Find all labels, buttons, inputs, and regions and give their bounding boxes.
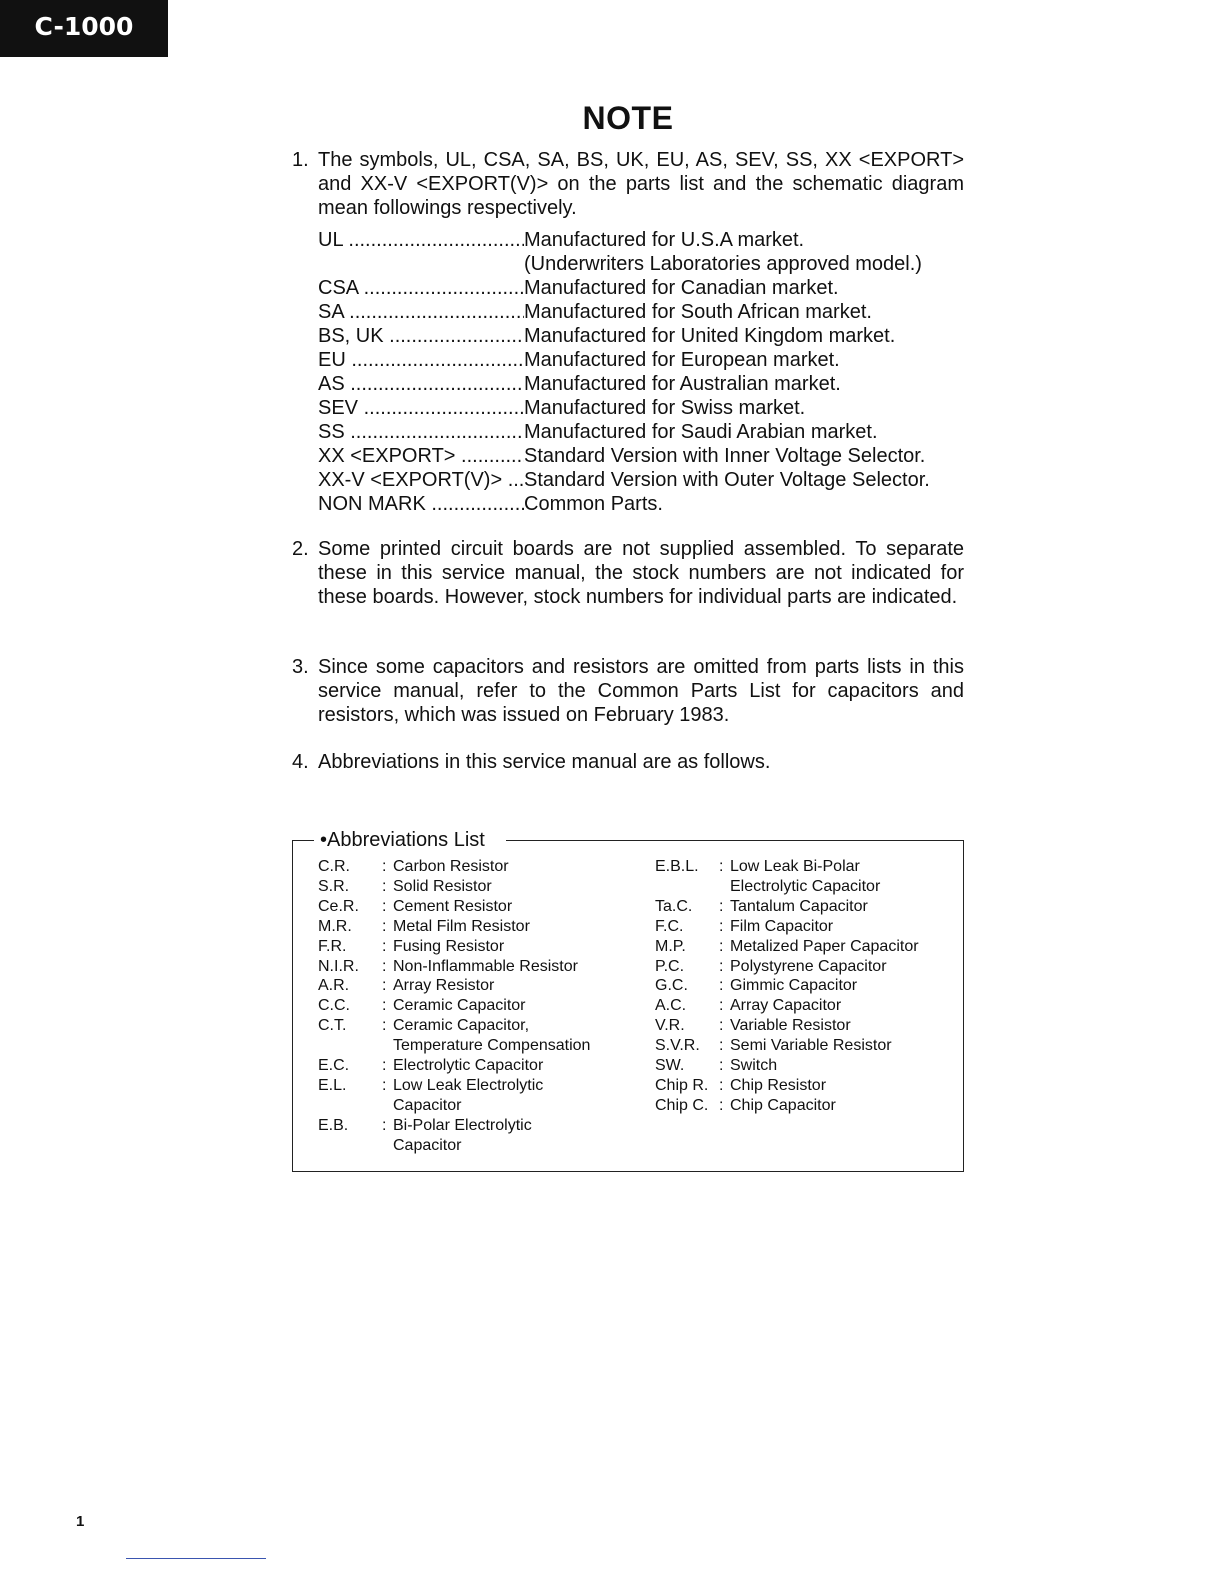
abbreviation-meaning: Variable Resistor bbox=[730, 1017, 851, 1035]
abbreviation-meaning: Chip Capacitor bbox=[730, 1096, 836, 1114]
abbreviation-separator: : bbox=[719, 937, 724, 955]
model-tab: C-1000 bbox=[0, 0, 168, 57]
abbreviation-code: Ta.C. bbox=[655, 897, 693, 915]
symbol-meaning: Manufactured for Australian market. bbox=[524, 372, 841, 395]
abbreviation-row bbox=[318, 1056, 638, 1076]
symbol-row bbox=[318, 492, 964, 516]
abbreviation-meaning: Non-Inflammable Resistor bbox=[393, 957, 578, 975]
abbreviation-meaning: Polystyrene Capacitor bbox=[730, 957, 887, 975]
abbreviation-separator: : bbox=[719, 897, 724, 915]
abbreviation-code: E.B. bbox=[318, 1116, 349, 1134]
abbreviation-code: C.R. bbox=[318, 858, 350, 875]
abbreviation-separator: : bbox=[382, 937, 387, 955]
abbreviation-row bbox=[318, 957, 638, 977]
page-number: 1 bbox=[76, 1513, 85, 1530]
symbol-row bbox=[318, 420, 964, 444]
note-number: 2. bbox=[292, 538, 309, 560]
abbreviation-code: N.I.R. bbox=[318, 957, 359, 975]
symbol-row bbox=[318, 396, 964, 420]
abbreviation-meaning: Gimmic Capacitor bbox=[730, 977, 858, 995]
abbreviation-row bbox=[318, 1116, 638, 1156]
abbreviation-row bbox=[655, 1056, 955, 1076]
abbreviation-meaning: Tantalum Capacitor bbox=[730, 897, 868, 915]
abbreviation-code: E.L. bbox=[318, 1076, 347, 1094]
abbreviation-row bbox=[318, 877, 638, 897]
abbreviation-meaning: Low Leak Electrolytic Capacitor bbox=[393, 1076, 544, 1114]
abbreviation-row bbox=[318, 857, 638, 877]
symbol-meaning: Manufactured for European market. bbox=[524, 348, 840, 371]
abbreviation-separator: : bbox=[382, 1076, 387, 1094]
abbreviation-code: S.R. bbox=[318, 877, 350, 895]
abbreviation-row bbox=[318, 976, 638, 996]
abbreviation-meaning: Metalized Paper Capacitor bbox=[730, 937, 919, 955]
abbreviation-separator: : bbox=[382, 1116, 387, 1134]
symbol-row bbox=[318, 372, 964, 396]
symbol-meaning: Standard Version with Outer Voltage Selector. bbox=[524, 468, 930, 491]
symbol-row bbox=[318, 468, 964, 492]
abbreviation-row bbox=[655, 976, 955, 996]
abbreviation-separator: : bbox=[719, 957, 724, 975]
note-number: 3. bbox=[292, 656, 309, 678]
note-text: Some printed circuit boards are not supplied assembled. To separate these in this service manual, the stock numbers are not indicated for these boards. However, stock numbers for individual parts are indicated. bbox=[318, 538, 964, 609]
abbreviation-meaning: Array Resistor bbox=[393, 977, 495, 995]
symbol-key: CSA ..... bbox=[318, 276, 524, 300]
abbreviation-row bbox=[655, 937, 955, 957]
abbreviation-meaning: Metal Film Resistor bbox=[393, 917, 530, 935]
abbreviation-row bbox=[655, 996, 955, 1016]
abbreviation-code: F.R. bbox=[318, 937, 347, 955]
abbreviation-separator: : bbox=[719, 858, 724, 875]
symbol-key: UL ..... bbox=[318, 228, 524, 276]
abbreviation-separator: : bbox=[382, 858, 387, 875]
abbreviation-code: M.P. bbox=[655, 937, 686, 955]
abbreviation-code: M.R. bbox=[318, 917, 352, 935]
symbol-meaning: Common Parts. bbox=[524, 492, 663, 515]
note-4 bbox=[292, 750, 964, 774]
abbreviation-row bbox=[655, 857, 955, 897]
abbreviation-meaning: Electrolytic Capacitor bbox=[393, 1057, 544, 1075]
abbreviation-row bbox=[318, 1076, 638, 1116]
abbreviation-meaning: Bi-Polar Electrolytic Capacitor bbox=[393, 1116, 532, 1154]
symbol-key: SEV ..... bbox=[318, 396, 524, 420]
abbreviation-code: SW. bbox=[655, 1057, 685, 1075]
abbreviation-code: A.C. bbox=[655, 997, 687, 1015]
abbreviation-row bbox=[655, 1096, 955, 1116]
symbol-meaning: Manufactured for Canadian market. bbox=[524, 276, 839, 299]
note-text: Since some capacitors and resistors are omitted from parts lists in this service manual, refer to the Common Parts List for capacitors and resistors, which was issued on February 1983. bbox=[318, 656, 964, 727]
symbol-row bbox=[318, 300, 964, 324]
symbol-meaning: Manufactured for South African market. bbox=[524, 300, 872, 323]
symbol-key: NON MARK ..... bbox=[318, 492, 524, 516]
abbreviation-code: P.C. bbox=[655, 957, 685, 975]
note-number: 4. bbox=[292, 751, 309, 773]
symbol-key: SA ..... bbox=[318, 300, 524, 324]
abbreviation-separator: : bbox=[382, 977, 387, 995]
symbol-row bbox=[318, 324, 964, 348]
note-3 bbox=[292, 655, 964, 728]
symbol-row bbox=[318, 348, 964, 372]
symbol-row bbox=[318, 228, 964, 276]
abbreviation-separator: : bbox=[382, 997, 387, 1015]
abbreviation-separator: : bbox=[719, 1096, 724, 1114]
abbreviation-row bbox=[655, 1076, 955, 1096]
note-1 bbox=[292, 148, 964, 516]
abbreviation-separator: : bbox=[719, 977, 724, 995]
abbreviation-meaning: Low Leak Bi-Polar Electrolytic Capacitor bbox=[730, 858, 881, 895]
abbreviation-separator: : bbox=[382, 917, 387, 935]
symbol-legend bbox=[318, 228, 964, 516]
abbreviation-row bbox=[655, 957, 955, 977]
abbreviation-row bbox=[318, 996, 638, 1016]
abbreviation-meaning: Film Capacitor bbox=[730, 917, 834, 935]
abbreviation-row bbox=[318, 1016, 638, 1056]
symbol-meaning: Manufactured for United Kingdom market. bbox=[524, 324, 896, 347]
page-title: NOTE bbox=[582, 100, 674, 136]
abbreviation-code: F.C. bbox=[655, 917, 684, 935]
symbol-key: EU ..... bbox=[318, 348, 524, 372]
symbol-key: XX <EXPORT> ..... bbox=[318, 444, 524, 468]
abbreviation-separator: : bbox=[719, 997, 724, 1015]
abbreviation-separator: : bbox=[382, 1017, 387, 1035]
abbreviation-row bbox=[318, 897, 638, 917]
symbol-meaning: Manufactured for Saudi Arabian market. bbox=[524, 420, 878, 443]
symbol-row bbox=[318, 276, 964, 300]
symbol-key: SS ..... bbox=[318, 420, 524, 444]
abbreviation-meaning: Solid Resistor bbox=[393, 877, 492, 895]
abbreviation-code: C.T. bbox=[318, 1017, 347, 1035]
symbol-key: XX-V <EXPORT(V)> ..... bbox=[318, 468, 524, 492]
abbreviation-meaning: Ceramic Capacitor, Temperature Compensation bbox=[393, 1017, 591, 1055]
abbreviations-left-column bbox=[318, 857, 638, 1156]
abbreviation-separator: : bbox=[719, 1017, 724, 1035]
abbreviation-meaning: Cement Resistor bbox=[393, 897, 513, 915]
symbol-meaning: Manufactured for Swiss market. bbox=[524, 396, 806, 419]
note-text: Abbreviations in this service manual are as follows. bbox=[318, 751, 771, 773]
abbreviation-meaning: Fusing Resistor bbox=[393, 937, 505, 955]
abbreviation-meaning: Array Capacitor bbox=[730, 997, 842, 1015]
abbreviation-code: A.R. bbox=[318, 977, 350, 995]
abbreviation-code: E.B.L. bbox=[655, 858, 699, 875]
abbreviation-meaning: Semi Variable Resistor bbox=[730, 1037, 892, 1055]
abbreviation-separator: : bbox=[719, 1076, 724, 1094]
abbreviation-meaning: Carbon Resistor bbox=[393, 858, 509, 875]
abbreviations-right-column bbox=[655, 857, 955, 1116]
abbreviation-row bbox=[655, 917, 955, 937]
abbreviation-separator: : bbox=[382, 877, 387, 895]
symbol-key: BS, UK ..... bbox=[318, 324, 524, 348]
abbreviation-code: S.V.R. bbox=[655, 1037, 700, 1055]
abbreviation-separator: : bbox=[382, 897, 387, 915]
abbreviation-row bbox=[318, 937, 638, 957]
abbreviation-meaning: Chip Resistor bbox=[730, 1076, 827, 1094]
abbreviation-code: Chip C. bbox=[655, 1096, 709, 1114]
abbreviation-row bbox=[655, 897, 955, 917]
abbreviations-title: •Abbreviations List bbox=[320, 829, 485, 851]
symbol-meaning: Manufactured for U.S.A market. (Underwriters Laboratories approved model.) bbox=[524, 228, 922, 275]
abbreviation-separator: : bbox=[719, 917, 724, 935]
abbreviation-code: G.C. bbox=[655, 977, 688, 995]
abbreviation-row bbox=[655, 1016, 955, 1036]
symbol-row bbox=[318, 444, 964, 468]
abbreviation-meaning: Ceramic Capacitor bbox=[393, 997, 526, 1015]
note-number: 1. bbox=[292, 149, 309, 171]
footer-line bbox=[126, 1558, 266, 1559]
note-text: The symbols, UL, CSA, SA, BS, UK, EU, AS, SEV, SS, XX <EXPORT> and XX-V <EXPORT(V)> on the parts list and the schematic diagram mean followings respectively. bbox=[318, 149, 964, 220]
abbreviation-code: Chip R. bbox=[655, 1076, 709, 1094]
abbreviation-code: V.R. bbox=[655, 1017, 685, 1035]
abbreviation-separator: : bbox=[719, 1037, 724, 1055]
symbol-meaning: Standard Version with Inner Voltage Selector. bbox=[524, 444, 926, 467]
abbreviation-code: E.C. bbox=[318, 1057, 350, 1075]
abbreviation-code: C.C. bbox=[318, 997, 350, 1015]
abbreviation-separator: : bbox=[382, 1057, 387, 1075]
abbreviation-code: Ce.R. bbox=[318, 897, 359, 915]
note-2 bbox=[292, 537, 964, 610]
abbreviation-separator: : bbox=[719, 1057, 724, 1075]
symbol-key: AS ..... bbox=[318, 372, 524, 396]
abbreviation-meaning: Switch bbox=[730, 1057, 778, 1075]
abbreviation-separator: : bbox=[382, 957, 387, 975]
abbreviation-row bbox=[655, 1036, 955, 1056]
abbreviation-row bbox=[318, 917, 638, 937]
